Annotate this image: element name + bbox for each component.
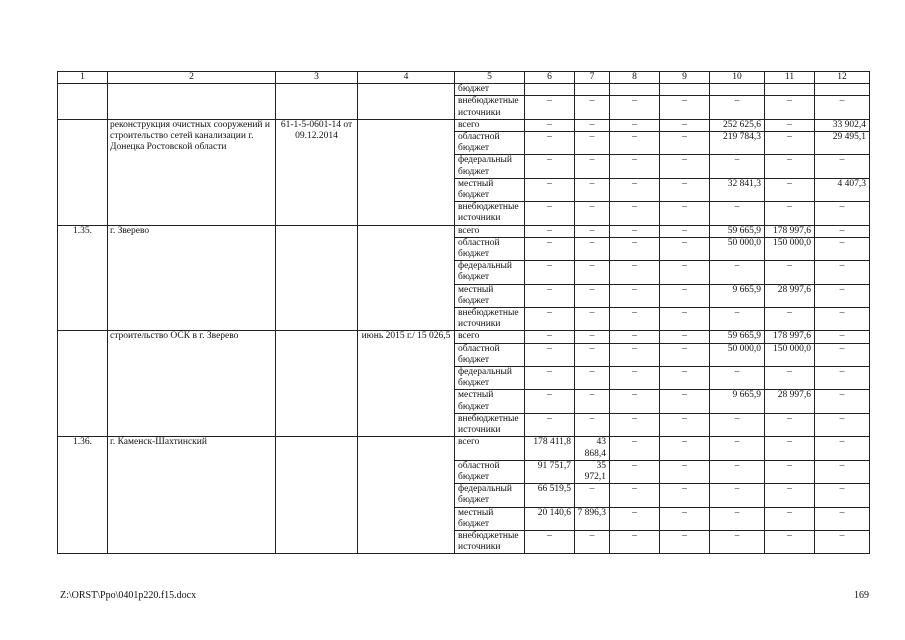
amount-cell: – xyxy=(575,308,610,331)
column-header: 11 xyxy=(765,72,815,84)
commission-date: июнь 2015 г./ 15 026,5 xyxy=(358,331,455,437)
amount-cell: – xyxy=(660,331,710,343)
amount-cell: – xyxy=(525,261,575,284)
amount-cell: – xyxy=(525,390,575,413)
amount-cell: – xyxy=(660,202,710,225)
amount-cell xyxy=(765,84,815,96)
table-row xyxy=(58,119,870,131)
amount-cell: – xyxy=(610,132,660,155)
item-name: г. Зверево xyxy=(108,225,276,331)
funding-source: областной бюджет xyxy=(455,460,525,483)
amount-cell: – xyxy=(660,390,710,413)
amount-cell: – xyxy=(660,225,710,237)
project-code xyxy=(276,225,358,331)
item-number xyxy=(58,119,108,225)
amount-cell: – xyxy=(815,484,870,507)
amount-cell: – xyxy=(815,507,870,530)
item-name: г. Каменск-Шахтинский xyxy=(108,437,276,554)
project-code xyxy=(276,331,358,437)
amount-cell: – xyxy=(575,119,610,131)
commission-date xyxy=(358,84,455,120)
amount-cell: 32 841,3 xyxy=(710,178,765,201)
amount-cell: – xyxy=(575,390,610,413)
amount-cell: – xyxy=(610,460,660,483)
funding-source: внебюджетные источники xyxy=(455,530,525,553)
amount-cell: – xyxy=(765,178,815,201)
table-row xyxy=(58,331,870,343)
amount-cell: – xyxy=(710,437,765,460)
amount-cell: – xyxy=(660,460,710,483)
amount-cell: – xyxy=(610,155,660,178)
amount-cell: – xyxy=(815,460,870,483)
amount-cell: 252 625,6 xyxy=(710,119,765,131)
funding-source: бюджет xyxy=(455,84,525,96)
project-code: 61-1-5-0601-14 от 09.12.2014 xyxy=(276,119,358,225)
amount-cell: – xyxy=(610,331,660,343)
amount-cell: 43 868,4 xyxy=(575,437,610,460)
item-name: строительство ОСК в г. Зверево xyxy=(108,331,276,437)
amount-cell: – xyxy=(610,96,660,119)
table-row xyxy=(58,437,870,460)
item-number xyxy=(58,84,108,120)
amount-cell: 50 000,0 xyxy=(710,237,765,260)
amount-cell: 178 997,6 xyxy=(765,225,815,237)
amount-cell: – xyxy=(765,261,815,284)
amount-cell: – xyxy=(610,507,660,530)
amount-cell: – xyxy=(765,460,815,483)
table-row xyxy=(58,84,870,96)
funding-source: областной бюджет xyxy=(455,132,525,155)
amount-cell: – xyxy=(815,530,870,553)
amount-cell: – xyxy=(575,237,610,260)
table-row xyxy=(58,225,870,237)
amount-cell: – xyxy=(610,343,660,366)
amount-cell: – xyxy=(525,202,575,225)
amount-cell: – xyxy=(610,530,660,553)
amount-cell: – xyxy=(660,132,710,155)
amount-cell: – xyxy=(710,261,765,284)
file-path: Z:\ORST\Ppo\0401p220.f15.docx xyxy=(60,590,197,601)
commission-date xyxy=(358,225,455,331)
amount-cell: – xyxy=(710,413,765,436)
amount-cell: – xyxy=(525,119,575,131)
funding-source: внебюджетные источники xyxy=(455,413,525,436)
amount-cell: – xyxy=(525,96,575,119)
finance-table xyxy=(57,71,870,554)
amount-cell: – xyxy=(815,96,870,119)
amount-cell: – xyxy=(575,331,610,343)
amount-cell: – xyxy=(610,390,660,413)
item-name: реконструкция очистных сооружений и строительство сетей канализации г. Донецка Ростовской области xyxy=(108,119,276,225)
amount-cell: – xyxy=(710,530,765,553)
amount-cell xyxy=(710,84,765,96)
amount-cell xyxy=(610,84,660,96)
amount-cell: – xyxy=(525,237,575,260)
amount-cell: – xyxy=(765,202,815,225)
amount-cell: – xyxy=(525,343,575,366)
amount-cell: 178 411,8 xyxy=(525,437,575,460)
amount-cell: 50 000,0 xyxy=(710,343,765,366)
amount-cell: 178 997,6 xyxy=(765,331,815,343)
amount-cell: – xyxy=(660,308,710,331)
amount-cell: – xyxy=(710,367,765,390)
amount-cell: – xyxy=(765,119,815,131)
amount-cell: – xyxy=(660,437,710,460)
amount-cell: – xyxy=(815,155,870,178)
amount-cell: – xyxy=(660,155,710,178)
amount-cell: – xyxy=(610,413,660,436)
column-number-row xyxy=(58,72,870,84)
funding-source: всего xyxy=(455,437,525,460)
column-header: 12 xyxy=(815,72,870,84)
commission-date xyxy=(358,437,455,554)
column-header: 5 xyxy=(455,72,525,84)
amount-cell: – xyxy=(660,343,710,366)
amount-cell: 150 000,0 xyxy=(765,237,815,260)
item-name xyxy=(108,84,276,120)
amount-cell: – xyxy=(525,225,575,237)
funding-source: федеральный бюджет xyxy=(455,261,525,284)
amount-cell: 35 972,1 xyxy=(575,460,610,483)
funding-source: областной бюджет xyxy=(455,237,525,260)
funding-source: всего xyxy=(455,119,525,131)
amount-cell: – xyxy=(710,507,765,530)
amount-cell: – xyxy=(610,237,660,260)
amount-cell: – xyxy=(610,225,660,237)
amount-cell: 219 784,3 xyxy=(710,132,765,155)
amount-cell: – xyxy=(710,202,765,225)
column-header: 4 xyxy=(358,72,455,84)
column-header: 1 xyxy=(58,72,108,84)
amount-cell: – xyxy=(575,530,610,553)
column-header: 7 xyxy=(575,72,610,84)
amount-cell: – xyxy=(765,367,815,390)
amount-cell: – xyxy=(660,119,710,131)
commission-date xyxy=(358,119,455,225)
page-number: 169 xyxy=(854,590,869,601)
amount-cell: – xyxy=(815,225,870,237)
amount-cell: – xyxy=(815,284,870,307)
amount-cell: 9 665,9 xyxy=(710,390,765,413)
amount-cell: 66 519,5 xyxy=(525,484,575,507)
amount-cell: – xyxy=(575,96,610,119)
amount-cell: – xyxy=(610,437,660,460)
amount-cell: – xyxy=(815,367,870,390)
amount-cell: – xyxy=(815,437,870,460)
amount-cell: – xyxy=(660,96,710,119)
amount-cell: – xyxy=(765,507,815,530)
funding-source: всего xyxy=(455,225,525,237)
amount-cell: – xyxy=(710,308,765,331)
amount-cell: 7 896,3 xyxy=(575,507,610,530)
column-header: 3 xyxy=(276,72,358,84)
amount-cell: – xyxy=(610,284,660,307)
amount-cell: – xyxy=(815,308,870,331)
amount-cell: – xyxy=(765,96,815,119)
amount-cell: – xyxy=(815,331,870,343)
amount-cell: – xyxy=(525,308,575,331)
item-number: 1.36. xyxy=(58,437,108,554)
amount-cell: – xyxy=(765,484,815,507)
project-code xyxy=(276,437,358,554)
amount-cell: – xyxy=(660,413,710,436)
amount-cell: – xyxy=(575,484,610,507)
amount-cell: 59 665,9 xyxy=(710,225,765,237)
amount-cell: – xyxy=(765,437,815,460)
amount-cell: – xyxy=(575,202,610,225)
amount-cell: – xyxy=(525,331,575,343)
amount-cell: – xyxy=(765,308,815,331)
amount-cell: – xyxy=(525,530,575,553)
funding-source: местный бюджет xyxy=(455,507,525,530)
amount-cell: – xyxy=(575,225,610,237)
amount-cell: – xyxy=(575,367,610,390)
amount-cell: – xyxy=(815,413,870,436)
amount-cell: 28 997,6 xyxy=(765,284,815,307)
funding-source: федеральный бюджет xyxy=(455,484,525,507)
amount-cell: – xyxy=(660,507,710,530)
amount-cell: 59 665,9 xyxy=(710,331,765,343)
item-number xyxy=(58,331,108,437)
amount-cell: – xyxy=(660,237,710,260)
item-number: 1.35. xyxy=(58,225,108,331)
amount-cell: – xyxy=(660,367,710,390)
funding-source: внебюджетные источники xyxy=(455,308,525,331)
amount-cell: – xyxy=(815,390,870,413)
amount-cell: – xyxy=(575,155,610,178)
amount-cell: – xyxy=(765,530,815,553)
funding-source: всего xyxy=(455,331,525,343)
funding-source: областной бюджет xyxy=(455,343,525,366)
amount-cell xyxy=(815,84,870,96)
amount-cell: – xyxy=(575,284,610,307)
amount-cell: – xyxy=(815,343,870,366)
amount-cell: 29 495,1 xyxy=(815,132,870,155)
amount-cell: – xyxy=(765,155,815,178)
amount-cell: 33 902,4 xyxy=(815,119,870,131)
amount-cell: – xyxy=(815,202,870,225)
amount-cell: – xyxy=(660,284,710,307)
column-header: 10 xyxy=(710,72,765,84)
amount-cell: 28 997,6 xyxy=(765,390,815,413)
funding-source: федеральный бюджет xyxy=(455,155,525,178)
amount-cell: – xyxy=(610,178,660,201)
amount-cell: – xyxy=(525,367,575,390)
funding-source: федеральный бюджет xyxy=(455,367,525,390)
amount-cell: – xyxy=(525,413,575,436)
amount-cell: – xyxy=(610,261,660,284)
amount-cell: – xyxy=(710,484,765,507)
amount-cell: – xyxy=(610,119,660,131)
column-header: 6 xyxy=(525,72,575,84)
amount-cell xyxy=(660,84,710,96)
amount-cell: 20 140,6 xyxy=(525,507,575,530)
amount-cell xyxy=(525,84,575,96)
amount-cell: – xyxy=(525,132,575,155)
amount-cell: – xyxy=(660,261,710,284)
amount-cell: – xyxy=(660,178,710,201)
amount-cell: – xyxy=(610,367,660,390)
amount-cell: – xyxy=(525,155,575,178)
amount-cell: – xyxy=(815,237,870,260)
amount-cell: 91 751,7 xyxy=(525,460,575,483)
amount-cell: – xyxy=(575,343,610,366)
column-header: 2 xyxy=(108,72,276,84)
amount-cell: 150 000,0 xyxy=(765,343,815,366)
amount-cell: – xyxy=(575,178,610,201)
amount-cell: 4 407,3 xyxy=(815,178,870,201)
funding-source: внебюджетные источники xyxy=(455,202,525,225)
amount-cell: – xyxy=(610,308,660,331)
amount-cell: – xyxy=(575,261,610,284)
funding-source: местный бюджет xyxy=(455,284,525,307)
amount-cell: – xyxy=(525,284,575,307)
amount-cell: 9 665,9 xyxy=(710,284,765,307)
table-body xyxy=(58,84,870,554)
amount-cell: – xyxy=(610,484,660,507)
amount-cell: – xyxy=(710,96,765,119)
amount-cell: – xyxy=(815,261,870,284)
column-header: 9 xyxy=(660,72,710,84)
amount-cell: – xyxy=(575,132,610,155)
funding-source: внебюджетные источники xyxy=(455,96,525,119)
amount-cell: – xyxy=(710,460,765,483)
amount-cell: – xyxy=(575,413,610,436)
project-code xyxy=(276,84,358,120)
amount-cell: – xyxy=(765,132,815,155)
amount-cell: – xyxy=(525,178,575,201)
funding-source: местный бюджет xyxy=(455,178,525,201)
amount-cell: – xyxy=(660,530,710,553)
amount-cell: – xyxy=(660,484,710,507)
amount-cell: – xyxy=(610,202,660,225)
amount-cell xyxy=(575,84,610,96)
column-header: 8 xyxy=(610,72,660,84)
amount-cell: – xyxy=(765,413,815,436)
amount-cell: – xyxy=(710,155,765,178)
funding-source: местный бюджет xyxy=(455,390,525,413)
